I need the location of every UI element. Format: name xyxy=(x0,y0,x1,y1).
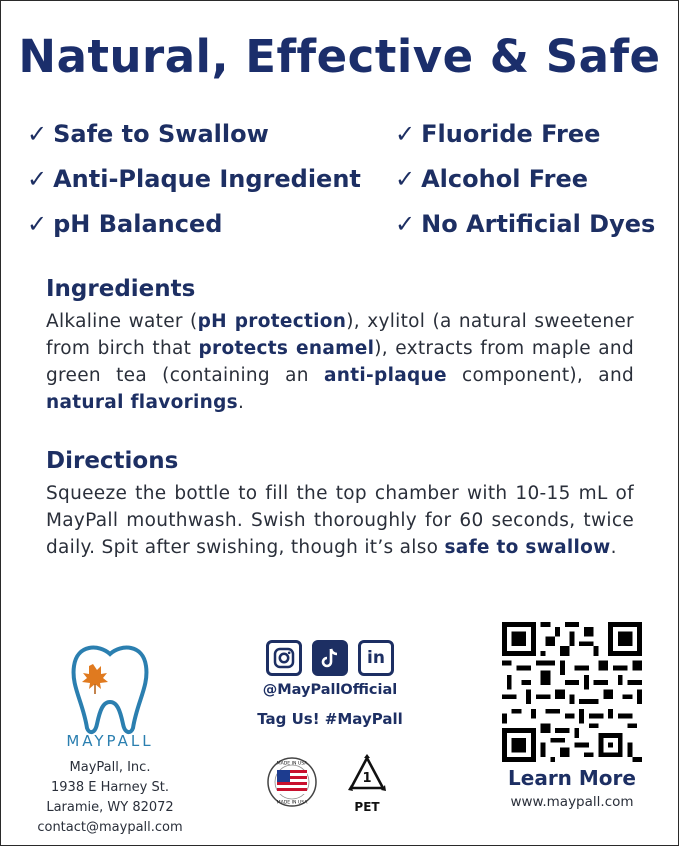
qr-block xyxy=(498,622,646,810)
qr-code[interactable] xyxy=(502,622,642,762)
directions-text: Squeeze the bottle to fill the top chamber with 10-15 mL of MayPall mouthwash. Swish thoroughly for 60 seconds, twice daily. Spit after swishing, though it’s also safe to swallow. xyxy=(46,483,634,558)
company-block xyxy=(30,640,190,838)
company-street: 1938 E Harney St. xyxy=(51,780,169,795)
check-icon: ✓ xyxy=(27,210,48,238)
ingredients-text: Alkaline water (pH protection), xylitol (a natural sweetener from birch that protects enamel), extracts from maple and green tea (containing an anti-plaque component), and natural flavorings. xyxy=(46,311,635,413)
pet-label: PET xyxy=(354,800,380,814)
check-icon: ✓ xyxy=(395,120,416,148)
hashtag-text: Tag Us! #MayPall xyxy=(257,710,403,728)
benefit-item xyxy=(395,120,600,148)
svg-text:1: 1 xyxy=(362,771,372,786)
benefit-item xyxy=(395,165,588,193)
instagram-icon xyxy=(266,640,302,676)
badges-row xyxy=(262,752,402,822)
learn-more-label: Learn More xyxy=(508,766,636,790)
benefit-label: Fluoride Free xyxy=(421,120,601,148)
ingredients-heading: Ingredients xyxy=(46,276,196,302)
benefit-label: Anti-Plaque Ingredient xyxy=(53,165,361,193)
check-icon: ✓ xyxy=(395,210,416,238)
benefit-label: No Artificial Dyes xyxy=(421,210,656,238)
svg-text:MADE IN USA: MADE IN USA xyxy=(276,761,308,767)
company-city: Laramie, WY 82072 xyxy=(46,800,174,815)
benefit-item xyxy=(27,120,269,148)
benefit-item xyxy=(395,210,655,238)
benefit-label: pH Balanced xyxy=(53,210,223,238)
company-email: contact@maypall.com xyxy=(37,820,183,835)
check-icon: ✓ xyxy=(395,165,416,193)
recycling-badge xyxy=(342,754,392,814)
directions-heading: Directions xyxy=(46,448,179,474)
brand-wordmark: MAYPALL xyxy=(66,732,154,750)
svg-text:MADE IN USA: MADE IN USA xyxy=(276,800,308,806)
company-name: MayPall, Inc. xyxy=(69,760,151,775)
ingredients-section xyxy=(46,276,634,416)
company-address xyxy=(30,758,190,838)
recycle-pet-icon xyxy=(345,754,389,796)
social-block xyxy=(250,640,410,728)
benefit-label: Alcohol Free xyxy=(421,165,589,193)
social-handle: @MayPallOfficial xyxy=(262,682,398,698)
tooth-logo-icon xyxy=(65,640,155,736)
benefit-item xyxy=(27,210,222,238)
benefit-item xyxy=(27,165,361,193)
linkedin-icon: in xyxy=(358,640,394,676)
check-icon: ✓ xyxy=(27,120,48,148)
benefit-label: Safe to Swallow xyxy=(53,120,269,148)
tiktok-icon xyxy=(312,640,348,676)
made-in-usa-badge-icon xyxy=(266,756,318,808)
directions-section xyxy=(46,448,634,561)
page-title: Natural, Effective & Safe xyxy=(18,30,661,83)
check-icon: ✓ xyxy=(27,165,48,193)
website-url[interactable]: www.maypall.com xyxy=(510,794,634,810)
social-icons xyxy=(250,640,410,676)
